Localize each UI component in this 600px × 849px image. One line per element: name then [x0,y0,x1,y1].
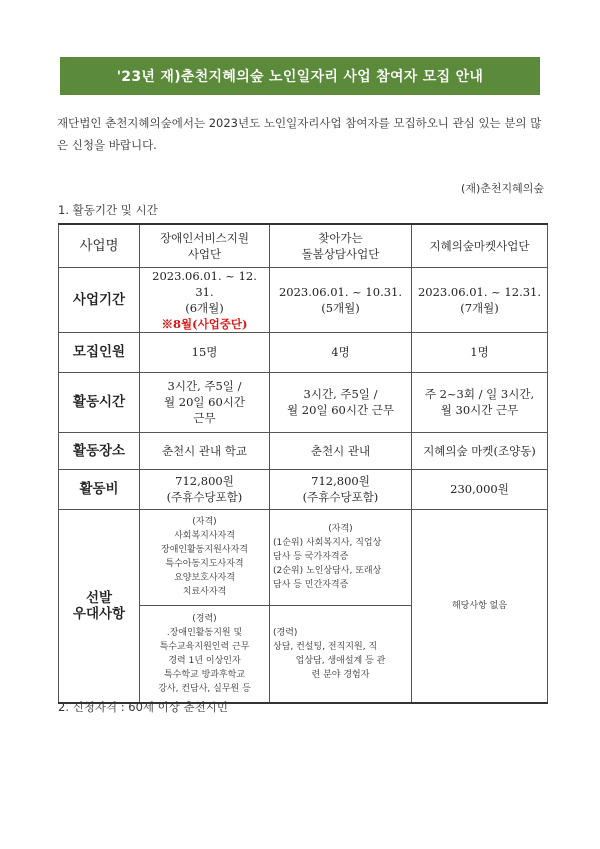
period-cell-2: 2023.06.01. ~ 10.31. (5개월) [270,267,412,332]
section-1-heading: 1. 활동기간 및 시간 [58,203,158,217]
row-label-hours: 활동시간 [59,372,140,432]
col-header-2: 찾아가는 돌봄상담사업단 [270,224,412,267]
row-label-program: 사업명 [59,224,140,267]
notice-title-banner [60,57,540,95]
place-cell-3: 지혜의숲 마켓(조양동) [412,432,548,469]
row-label-place: 활동장소 [59,432,140,469]
table-row-period [59,267,548,332]
period-cell-3: 2023.06.01. ~ 12.31. (7개월) [412,267,548,332]
recruit-cell-3: 1명 [412,332,548,372]
place-cell-2: 춘천시 관내 [270,432,412,469]
table-row-preference-cert [59,509,548,605]
pay-cell-1: 712,800원 (주휴수당포함) [140,469,270,509]
period-cell-1: 2023.06.01. ~ 12. 31. (6개월) ※8월(사업중단) [140,267,270,332]
row-label-period: 사업기간 [59,267,140,332]
program-table [58,223,548,704]
table-row-recruit [59,332,548,372]
pay-cell-2: 712,800원 (주휴수당포함) [270,469,412,509]
col-header-1: 장애인서비스지원 사업단 [140,224,270,267]
intro-paragraph: 재단법인 춘천지혜의숲에서는 2023년도 노인일자리사업 참여자를 모집하오니 관심 있는 분의 많은 신청을 바랍니다. [57,116,542,152]
col-header-3: 지혜의숲마켓사업단 [412,224,548,267]
recruit-cell-1: 15명 [140,332,270,372]
row-label-pay: 활동비 [59,469,140,509]
hours-cell-2: 3시간, 주5일 / 월 20일 60시간 근무 [270,372,412,432]
table-row-pay [59,469,548,509]
suspension-note: ※8월(사업중단) [161,316,248,331]
pref-cert-cell-2: (자격) (1순위) 사회복지사, 직업상 담사 등 국가자격증 (2순위) 노인상담사, 또래상 담사 등 민간자격증 [270,509,412,605]
hours-cell-1: 3시간, 주5일 / 월 20일 60시간 근무 [140,372,270,432]
pref-exp-cell-1: (경력) .장애인활동지원 및 특수교육지원인력 근무 경력 1년 이상인자 특수학교 방과후학교 강사, 컨담사, 실무원 등 [140,605,270,703]
hours-cell-3: 주 2~3회 / 일 3시간, 월 30시간 근무 [412,372,548,432]
recruit-cell-2: 4명 [270,332,412,372]
pref-cert-cell-1: (자격) 사회복지사자격 장애인활동지원사자격 특수아동지도사자격 요양보호사자격 치료사자격 [140,509,270,605]
notice-title: '23년 재)춘천지혜의숲 노인일자리 사업 참여자 모집 안내 [116,69,484,85]
table-row-hours [59,372,548,432]
table-row-place [59,432,548,469]
section-2-heading: 2. 신청자격 : 60세 이상 춘천시민 [58,700,228,714]
pref-exp-cell-2: (경력) 상담, 컨설팅, 전직지원, 직 업상담, 생애설계 등 관 련 분야 경험자 [270,605,412,703]
row-label-preference: 선발 우대사항 [59,509,140,703]
place-cell-1: 춘천시 관내 학교 [140,432,270,469]
pref-cell-3: 해당사항 없음 [412,509,548,703]
row-label-recruit: 모집인원 [59,332,140,372]
table-row-header [59,224,548,267]
organization-name: (재)춘천지혜의숲 [461,182,544,195]
pay-cell-3: 230,000원 [412,469,548,509]
